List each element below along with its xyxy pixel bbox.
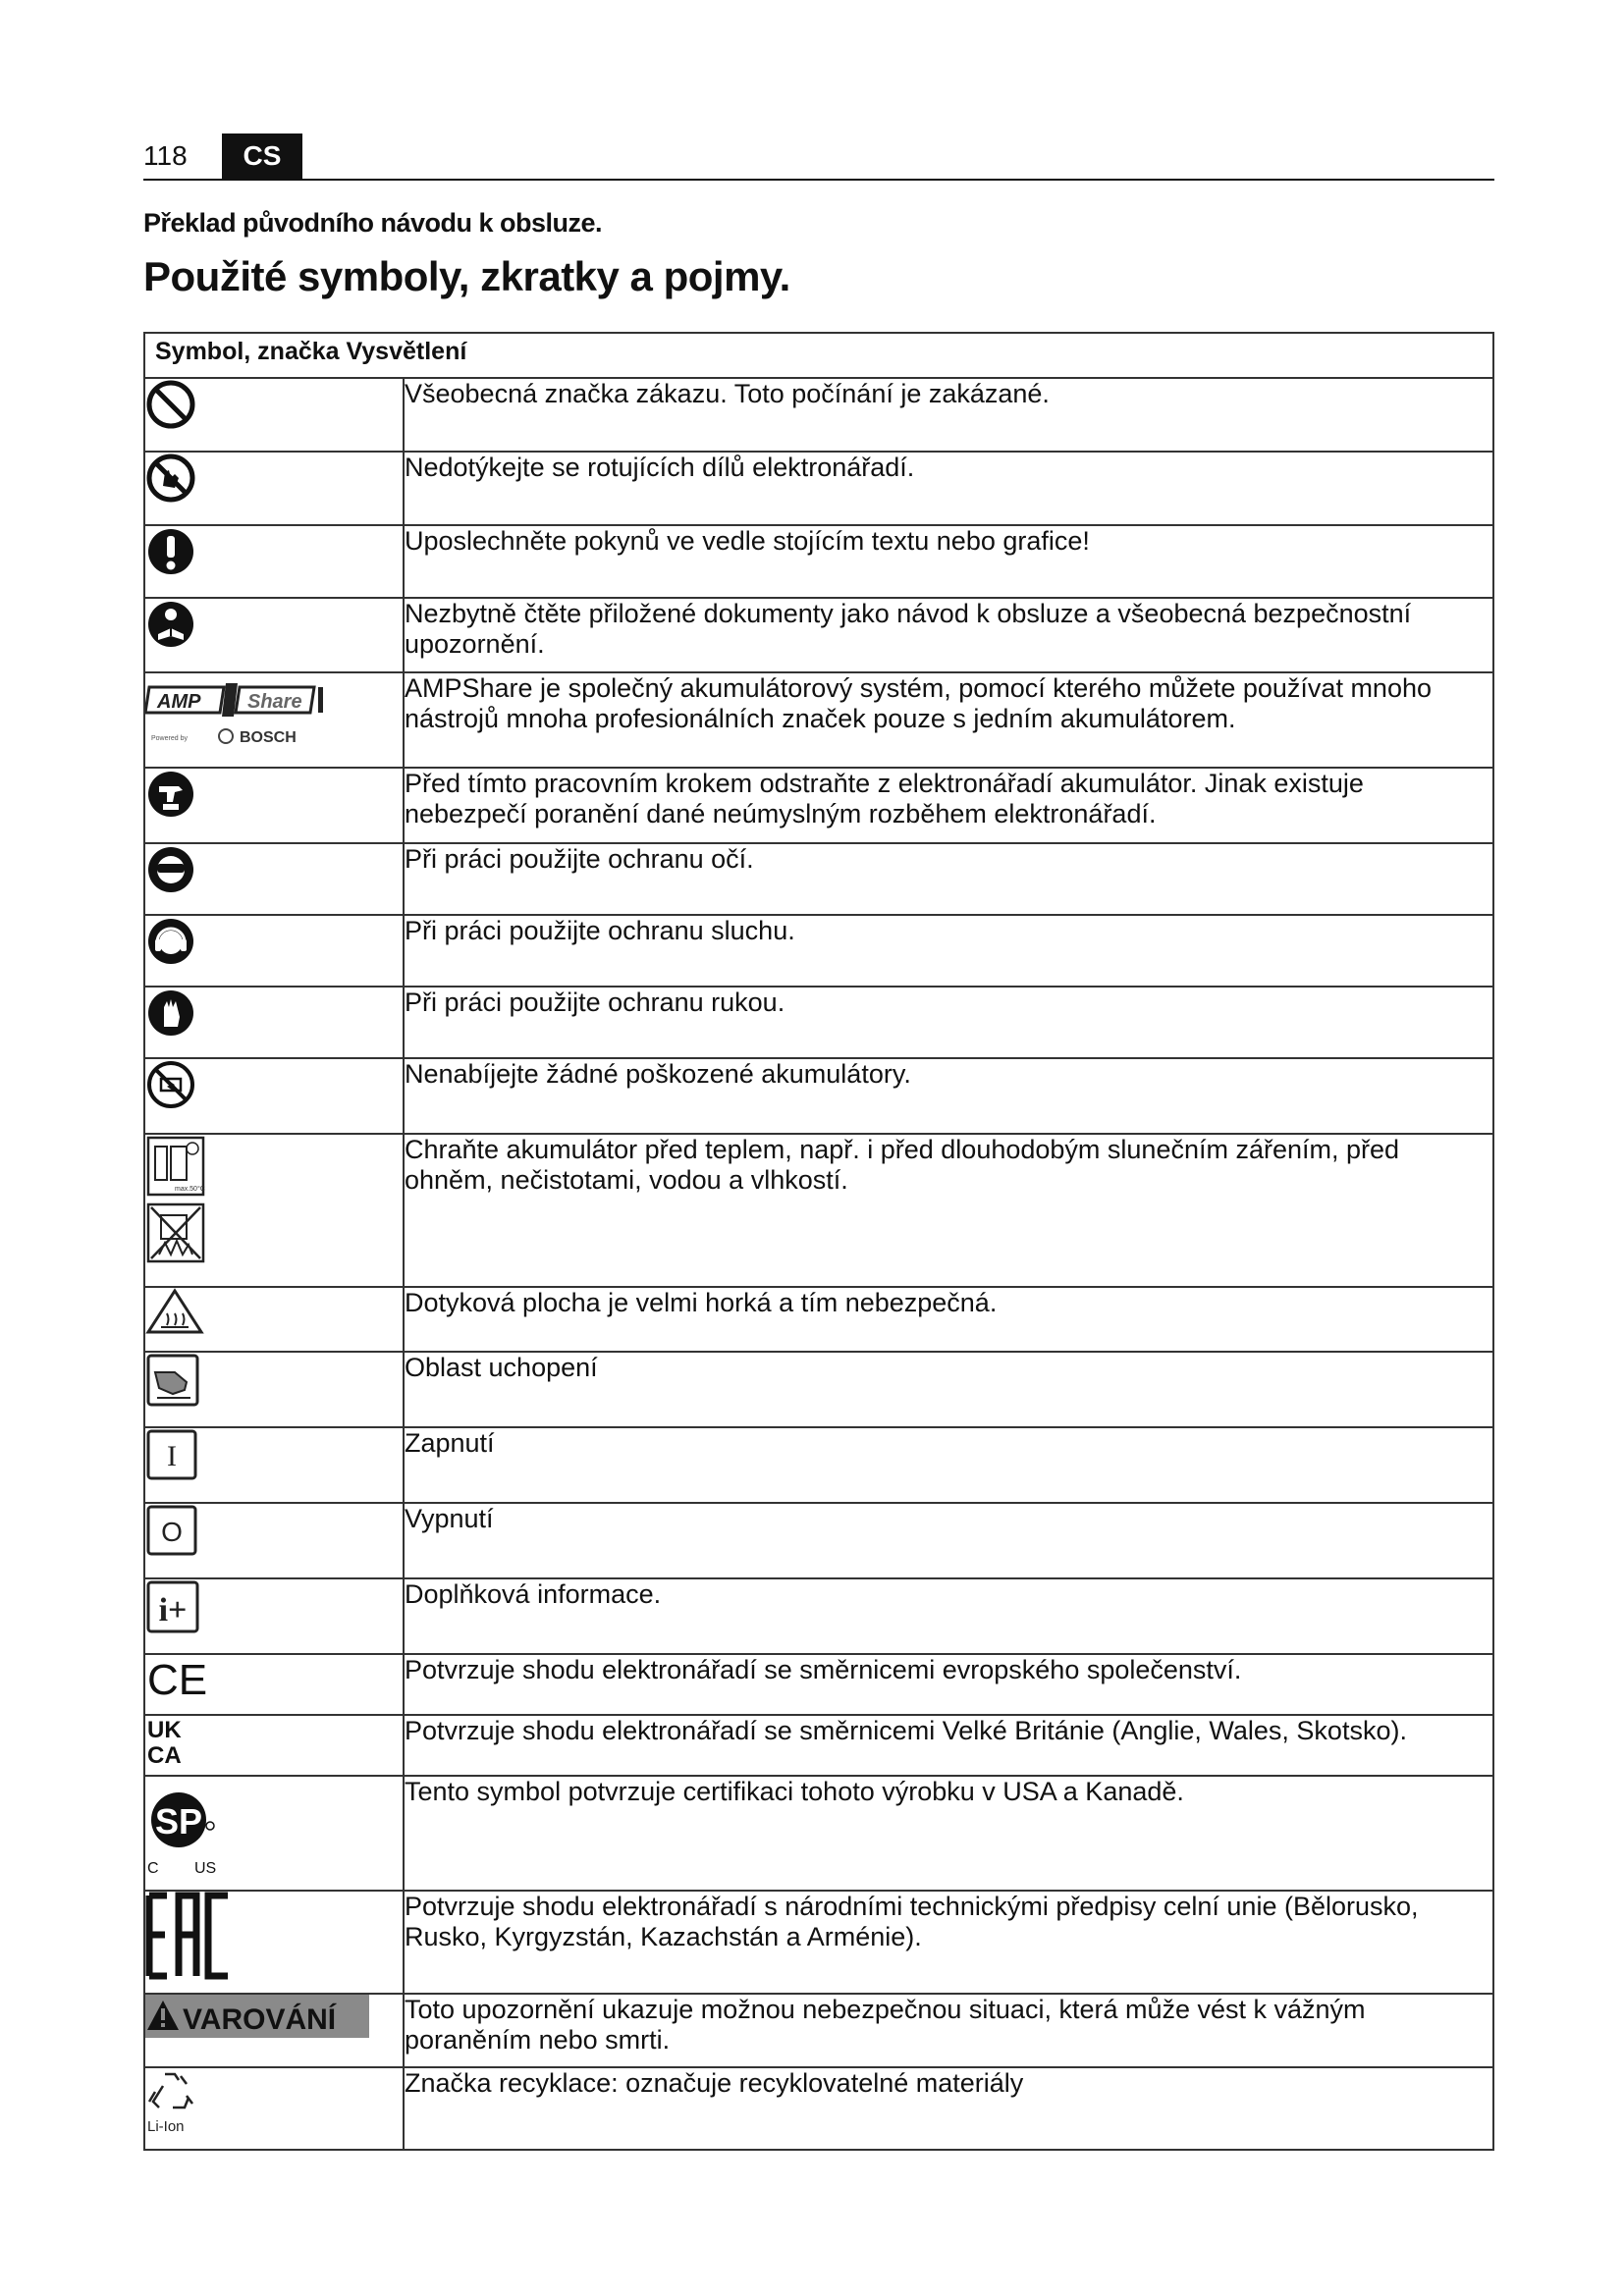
row-description: Všeobecná značka zákazu. Toto počínání je zakázané.: [404, 378, 1493, 452]
hearing-protection-icon: [145, 916, 403, 967]
table-row: [144, 843, 1493, 915]
row-description: Tento symbol potvrzuje certifikaci tohoto výrobku v USA a Kanadě.: [404, 1776, 1493, 1891]
temp-label: max.50°C: [175, 1186, 205, 1193]
row-description: Při práci použijte ochranu očí.: [404, 843, 1493, 915]
table-row: [144, 1134, 1493, 1287]
page-number: 118: [143, 140, 188, 171]
warning-label-icon: [145, 1995, 403, 2040]
ukca-mark-icon: [145, 1716, 403, 1765]
protect-battery-heat-icon: [145, 1135, 403, 1264]
csa-us-label: US: [194, 1860, 217, 1877]
table-row: [144, 672, 1493, 768]
language-badge: CS: [222, 133, 302, 179]
row-description: Uposlechněte pokynů ve vedle stojícím textu nebo grafice!: [404, 525, 1493, 598]
no-touch-rotating-parts-icon: [145, 453, 403, 504]
row-description: Dotyková plocha je velmi horká a tím nebezpečná.: [404, 1287, 1493, 1352]
hand-protection-icon: [145, 988, 403, 1039]
table-row: [144, 1994, 1493, 2067]
row-description: Nenabíjejte žádné poškozené akumulátory.: [404, 1058, 1493, 1134]
prohibition-icon: [145, 379, 403, 430]
info-icon: [145, 1579, 403, 1634]
table-row: [144, 1578, 1493, 1654]
table-row: [144, 1654, 1493, 1715]
eye-protection-icon: [145, 844, 403, 895]
warning-glyph: VAROVÁNÍ: [183, 2003, 337, 2036]
table-row: [144, 987, 1493, 1058]
row-description: Zapnutí: [404, 1427, 1493, 1503]
ampshare-logo: [145, 673, 403, 750]
row-description: AMPShare je společný akumulátorový systém, pomocí kterého můžete používat mnoho nástrojů mnoha profesionálních značek pouze s jedním akumulátorem.: [404, 672, 1493, 768]
row-description: Toto upozornění ukazuje možnou nebezpečnou situaci, která může vést k vážným poraněním nebo smrti.: [404, 1994, 1493, 2067]
row-description: Před tímto pracovním krokem odstraňte z elektronářadí akumulátor. Jinak existuje nebezpečí poranění dané neúmyslným rozběhem elektronářadí.: [404, 768, 1493, 843]
table-row: [144, 525, 1493, 598]
table-header: [144, 333, 1493, 378]
mandatory-exclamation-icon: [145, 526, 403, 577]
switch-on-glyph: I: [167, 1440, 177, 1472]
csa-c-label: C: [147, 1860, 159, 1877]
row-description: Při práci použijte ochranu rukou.: [404, 987, 1493, 1058]
row-description: Nezbytně čtěte přiložené dokumenty jako návod k obsluze a všeobecná bezpečnostní upozornění.: [404, 598, 1493, 672]
row-description: Chraňte akumulátor před teplem, např. i před dlouhodobým slunečním zářením, před ohněm, nečistotami, vodou a vlhkostí.: [404, 1134, 1493, 1287]
switch-off-icon: [145, 1504, 403, 1557]
remove-battery-icon: [145, 769, 403, 820]
ampshare-powered-text: Powered by: [151, 735, 188, 742]
table-row: [144, 1287, 1493, 1352]
row-description: Při práci použijte ochranu sluchu.: [404, 915, 1493, 987]
row-description: Doplňková informace.: [404, 1578, 1493, 1654]
row-description: Vypnutí: [404, 1503, 1493, 1578]
row-description: Potvrzuje shodu elektronářadí s národními technickými předpisy celní unie (Bělorusko, Rusko, Kyrgyzstán, Kazachstán a Arménie).: [404, 1891, 1493, 1994]
row-description: Nedotýkejte se rotujících dílů elektronářadí.: [404, 452, 1493, 525]
ukca-glyph-bottom: CA: [147, 1742, 182, 1765]
read-manual-icon: [145, 599, 403, 650]
header-rule: [143, 179, 1494, 181]
ukca-glyph-top: UK: [147, 1717, 182, 1743]
row-description: Potvrzuje shodu elektronářadí se směrnicemi Velké Británie (Anglie, Wales, Skotsko).: [404, 1715, 1493, 1776]
ce-glyph: CE: [147, 1656, 208, 1698]
table-row: [144, 378, 1493, 452]
table-row: [144, 598, 1493, 672]
table-header-row: [144, 333, 1493, 378]
table-row: [144, 768, 1493, 843]
info-glyph: i+: [158, 1592, 188, 1629]
row-description: Značka recyklace: označuje recyklovatelné materiály: [404, 2067, 1493, 2150]
section-title: Použité symboly, zkratky a pojmy.: [143, 253, 790, 299]
col-explanation-header: Vysvětlení: [346, 338, 467, 365]
symbols-table: [143, 332, 1494, 2151]
table-row: [144, 1776, 1493, 1891]
switch-off-glyph: O: [161, 1517, 183, 1547]
li-ion-label: Li-Ion: [147, 2118, 185, 2135]
table-row: [144, 1352, 1493, 1427]
grip-area-icon: [145, 1353, 403, 1408]
no-charge-damaged-battery-icon: [145, 1059, 403, 1110]
table-row: [144, 915, 1493, 987]
ce-mark-icon: [145, 1655, 403, 1698]
table-row: [144, 1891, 1493, 1994]
row-description: Potvrzuje shodu elektronářadí se směrnicemi evropského společenství.: [404, 1654, 1493, 1715]
table-row: [144, 1503, 1493, 1578]
ampshare-brand-text: BOSCH: [240, 729, 297, 746]
switch-on-icon: [145, 1428, 403, 1481]
table-row: [144, 1058, 1493, 1134]
csa-glyph: SP: [154, 1801, 203, 1842]
eac-mark-icon: [145, 1892, 403, 1980]
ampshare-share-text: Share: [247, 691, 302, 713]
col-symbol-header: Symbol, značka: [155, 338, 340, 365]
row-description: Oblast uchopení: [404, 1352, 1493, 1427]
recycling-li-ion-icon: [145, 2068, 403, 2139]
csa-us-mark-icon: [145, 1777, 403, 1877]
table-row: [144, 452, 1493, 525]
table-row: [144, 2067, 1493, 2150]
document-subtitle: Překlad původního návodu k obsluze.: [143, 208, 603, 238]
ampshare-amp-text: AMP: [157, 691, 201, 713]
hot-surface-icon: [145, 1288, 403, 1335]
table-row: [144, 1427, 1493, 1503]
table-row: [144, 1715, 1493, 1776]
